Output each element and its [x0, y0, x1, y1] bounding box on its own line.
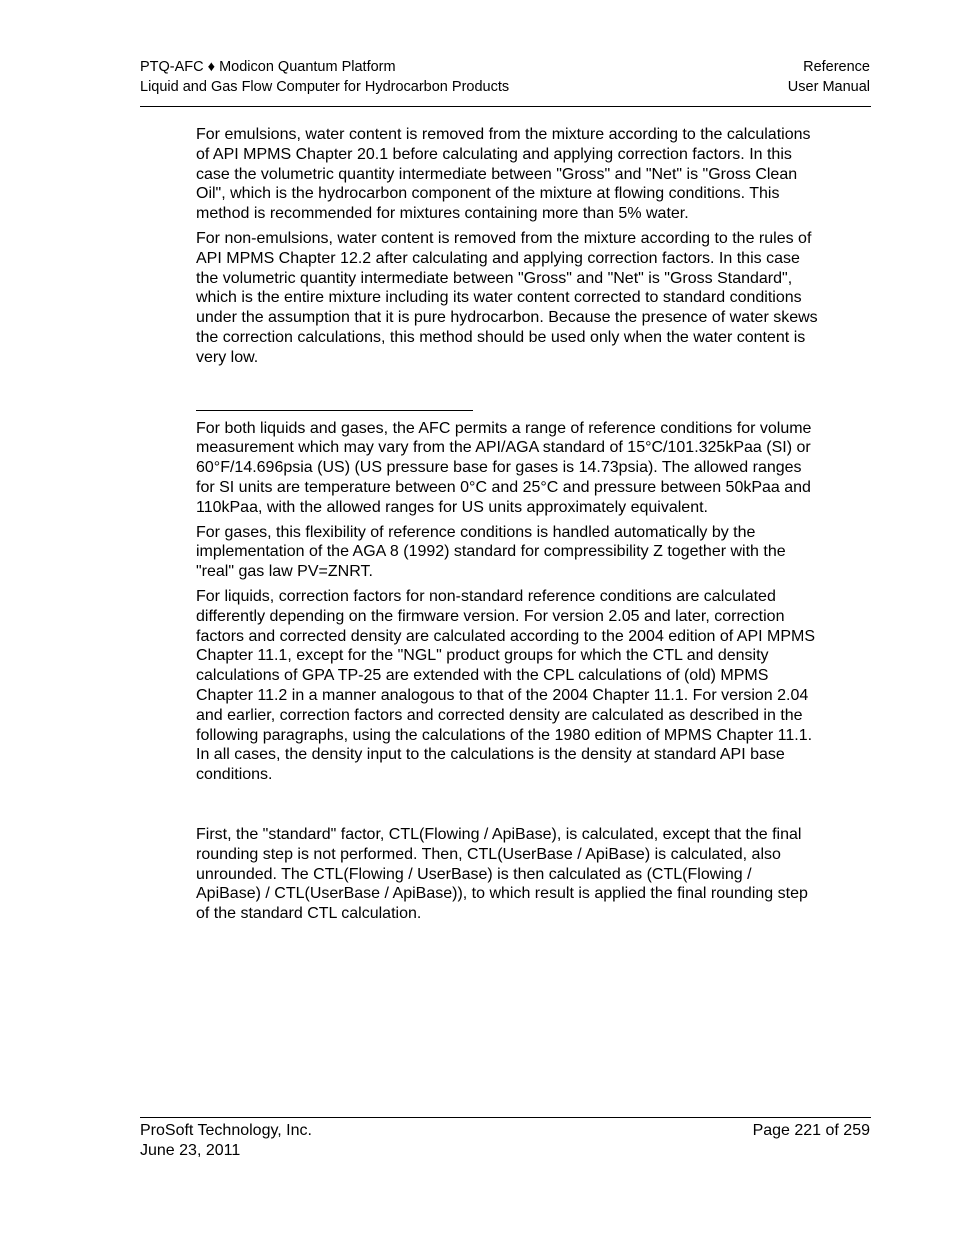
- page-footer: [140, 1117, 871, 1162]
- footer-date: June 23, 2011: [140, 1141, 241, 1159]
- header-left: [140, 58, 509, 97]
- page-header: [140, 58, 871, 107]
- page-body: [196, 125, 818, 929]
- footer-right: [753, 1121, 870, 1141]
- section-divider: [196, 410, 473, 411]
- header-doc-type: User Manual: [787, 78, 870, 95]
- footer-left: [140, 1121, 312, 1160]
- section-gap: [196, 790, 818, 825]
- header-product-subtitle: Liquid and Gas Flow Computer for Hydrocarbon Products: [140, 78, 510, 95]
- paragraph-gases: For gases, this flexibility of reference conditions is handled automatically by the implementation of the AGA 8 (1992) standard for compressibility Z together with the "real" gas law PV=ZNRT.: [196, 523, 786, 581]
- footer-page-number: Page 221 of 259: [752, 1122, 870, 1139]
- footer-company: ProSoft Technology, Inc.: [140, 1122, 312, 1139]
- paragraph-non-emulsions: For non-emulsions, water content is removed from the mixture according to the rules of API MPMS Chapter 12.2 after calculating and applying correction factors. In this case the volumetric quantity intermediate between "Gross" and "Net" is "Gross Standard", which is the entire mixture including its water content corrected to standard conditions under the assumption that it is pure hydrocarbon. Because the presence of water skews the correction calculations, this method should be used only when the water content is very low.: [196, 229, 818, 366]
- paragraph-emulsions: For emulsions, water content is removed from the mixture according to the calculations of API MPMS Chapter 20.1 before calculating and applying correction factors. In this case the volumetric quantity intermediate between "Gross" and "Net" is "Gross Clean Oil", which is the hydrocarbon component of the mixture at flowing conditions. This method is recommended for mixtures containing more than 5% water.: [196, 126, 811, 223]
- header-product-title: PTQ-AFC ♦ Modicon Quantum Platform: [140, 59, 396, 75]
- header-section: Reference: [803, 59, 870, 75]
- paragraph-reference-conditions: For both liquids and gases, the AFC permits a range of reference conditions for volume measurement which may vary from the API/AGA standard of 15°C/101.325kPaa (SI) or 60°F/14.696psia (US) (US pressure base for gases is 14.73psia). The allowed ranges for SI units are temperature between 0°C and 25°C and pressure between 50kPaa and 110kPaa, with the allowed ranges for US units approximately equivalent.: [196, 419, 812, 516]
- paragraph-ctl-calculation: First, the "standard" factor, CTL(Flowing / ApiBase), is calculated, except that the final rounding step is not performed. Then, CTL(UserBase / ApiBase) is calculated, also unrounded. The CTL(Flowing / UserBase) is then calculated as (CTL(Flowing / ApiBase) / CTL(UserBase / ApiBase)), to which result is applied the final rounding step of the standard CTL calculation.: [196, 825, 808, 923]
- header-right: [788, 58, 870, 97]
- paragraph-liquids: For liquids, correction factors for non-standard reference conditions are calculated differently depending on the firmware version. For version 2.05 and later, correction factors and corrected density are calculated according to the 2004 edition of API MPMS Chapter 11.1, except for the "NGL" product groups for which the CTL and density calculations of GPA TP-25 are extended with the CPL calculations of (old) MPMS Chapter 11.2 in a manner analogous to that of the 2004 Chapter 11.1. For version 2.04 and earlier, correction factors and corrected density are calculated as described in the following paragraphs, using the calculations of the 1980 edition of MPMS Chapter 11.1. In all cases, the density input to the calculations is the density at standard API base conditions.: [196, 587, 816, 784]
